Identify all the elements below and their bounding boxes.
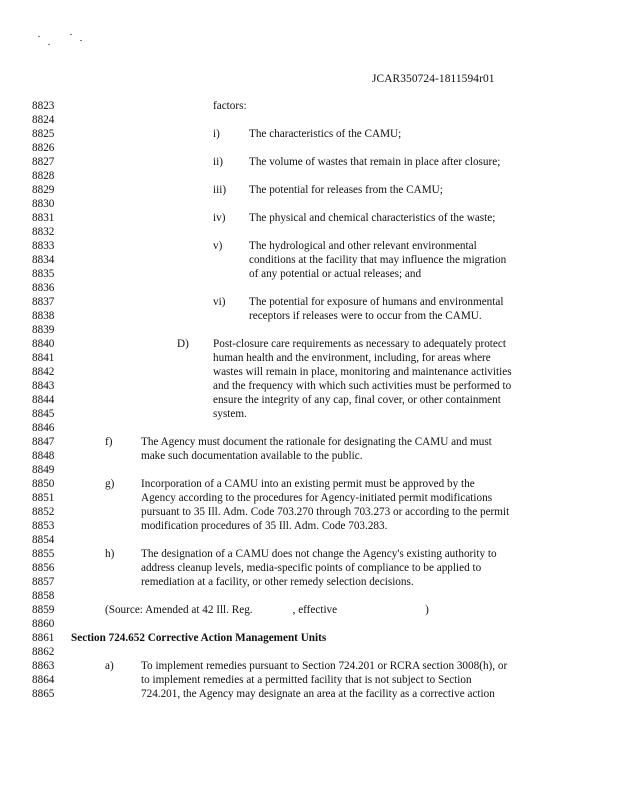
text-line: conditions at the facility that may influence the migration (249, 254, 507, 266)
line-number: 8852 (32, 506, 55, 518)
line-number: 8839 (32, 324, 55, 336)
text-line: human health and the environment, including, for areas where (213, 352, 491, 364)
line-number: 8859 (32, 604, 55, 616)
item-a-text (141, 659, 507, 701)
text-line: 724.201, the Agency may designate an area at the facility as a corrective action (141, 688, 495, 700)
line-number: 8855 (32, 548, 55, 560)
line-number: 8861 (32, 632, 55, 644)
factor-text (249, 239, 506, 281)
text-line: The potential for releases from the CAMU; (249, 184, 443, 196)
text-line: To implement remedies pursuant to Section 724.201 or RCRA section 3008(h), or (141, 660, 508, 672)
factor-marker: v) (213, 240, 223, 252)
line-number: 8830 (32, 198, 55, 210)
line-number: 8841 (32, 352, 55, 364)
text-line: The characteristics of the CAMU; (249, 128, 402, 140)
item-g-text (141, 477, 509, 533)
factors-intro: factors: (213, 100, 247, 112)
source-note (105, 603, 429, 617)
factor-text (249, 155, 500, 169)
line-number: 8842 (32, 366, 55, 378)
text-line: wastes will remain in place, monitoring and maintenance activities (213, 366, 512, 378)
text-line: The designation of a CAMU does not change the Agency's existing authority to (141, 548, 497, 560)
item-marker-D: D) (177, 338, 189, 350)
source-effective: , effective (292, 604, 338, 616)
line-number: 8857 (32, 576, 55, 588)
line-number: 8865 (32, 688, 55, 700)
line-number: 8858 (32, 590, 55, 602)
text-line: The volume of wastes that remain in place after closure; (249, 156, 501, 168)
text-line: make such documentation available to the public. (141, 450, 363, 462)
factor-text (249, 295, 503, 323)
document-header-code: JCAR350724-1811594r01 (372, 73, 495, 85)
text-line: pursuant to 35 Ill. Adm. Code 703.270 through 703.273 or according to the permit (141, 506, 510, 518)
line-number: 8823 (32, 100, 55, 112)
line-number: 8851 (32, 492, 55, 504)
line-number: 8833 (32, 240, 55, 252)
line-number: 8845 (32, 408, 55, 420)
text-line: The hydrological and other relevant environmental (249, 240, 477, 252)
text-line: to implement remedies at a permitted facility that is not subject to Section (141, 674, 472, 686)
factor-marker: iii) (213, 184, 227, 196)
factor-text (249, 183, 443, 197)
line-number: 8835 (32, 268, 55, 280)
text-line: of any potential or actual releases; and (249, 268, 422, 280)
text-line: system. (213, 408, 247, 420)
line-number: 8850 (32, 478, 55, 490)
scan-speck (80, 40, 82, 41)
line-number: 8864 (32, 674, 55, 686)
line-number: 8863 (32, 660, 55, 672)
scan-speck (48, 44, 50, 45)
line-number: 8862 (32, 646, 55, 658)
line-number: 8836 (32, 282, 55, 294)
item-marker-f: f) (105, 436, 113, 448)
line-number: 8847 (32, 436, 55, 448)
text-line: The physical and chemical characteristics of the waste; (249, 212, 496, 224)
item-marker-h: h) (105, 548, 115, 560)
text-line: Agency according to the procedures for Agency-initiated permit modifications (141, 492, 493, 504)
line-number: 8844 (32, 394, 55, 406)
line-number: 8832 (32, 226, 55, 238)
line-number-column (32, 99, 72, 701)
line-number: 8843 (32, 380, 55, 392)
line-number: 8837 (32, 296, 55, 308)
line-number: 8834 (32, 254, 55, 266)
line-number: 8825 (32, 128, 55, 140)
item-marker-g: g) (105, 478, 115, 490)
line-number: 8856 (32, 562, 55, 574)
item-D-text (213, 337, 512, 421)
line-number: 8853 (32, 520, 55, 532)
scan-speck (38, 36, 40, 37)
text-line: remediation at a facility, or other remedy selection decisions. (141, 576, 414, 588)
line-number: 8854 (32, 534, 55, 546)
text-line: and the frequency with which such activities must be performed to (213, 380, 512, 392)
text-line: Incorporation of a CAMU into an existing permit must be approved by the (141, 478, 475, 490)
item-h-text (141, 547, 497, 589)
text-line: receptors if releases were to occur from the CAMU. (249, 310, 482, 322)
factor-marker: ii) (213, 156, 223, 168)
source-suffix: ) (425, 604, 429, 616)
line-number: 8824 (32, 114, 55, 126)
line-number: 8860 (32, 618, 55, 630)
factor-marker: iv) (213, 212, 226, 224)
text-line: address cleanup levels, media-specific points of compliance to be applied to (141, 562, 482, 574)
line-number: 8848 (32, 450, 55, 462)
line-number: 8840 (32, 338, 55, 350)
item-f-text (141, 435, 492, 463)
text-line: ensure the integrity of any cap, final cover, or other containment (213, 394, 501, 406)
section-heading: Section 724.652 Corrective Action Management Units (71, 632, 327, 644)
text-line: The Agency must document the rationale for designating the CAMU and must (141, 436, 492, 448)
text-line: Post-closure care requirements as necessary to adequately protect (213, 338, 506, 350)
line-number: 8826 (32, 142, 55, 154)
line-number: 8829 (32, 184, 55, 196)
line-number: 8827 (32, 156, 55, 168)
source-prefix: (Source: Amended at 42 Ill. Reg. (105, 604, 253, 616)
factor-marker: i) (213, 128, 220, 140)
line-number: 8838 (32, 310, 55, 322)
text-line: The potential for exposure of humans and environmental (249, 296, 504, 308)
factor-marker: vi) (213, 296, 226, 308)
item-marker-a: a) (105, 660, 114, 672)
scan-speck (70, 34, 72, 35)
factor-text (249, 127, 401, 141)
line-number: 8831 (32, 212, 55, 224)
line-number: 8828 (32, 170, 55, 182)
line-number: 8849 (32, 464, 55, 476)
line-number: 8846 (32, 422, 55, 434)
factor-text (249, 211, 495, 225)
text-line: modification procedures of 35 Ill. Adm. Code 703.283. (141, 520, 388, 532)
